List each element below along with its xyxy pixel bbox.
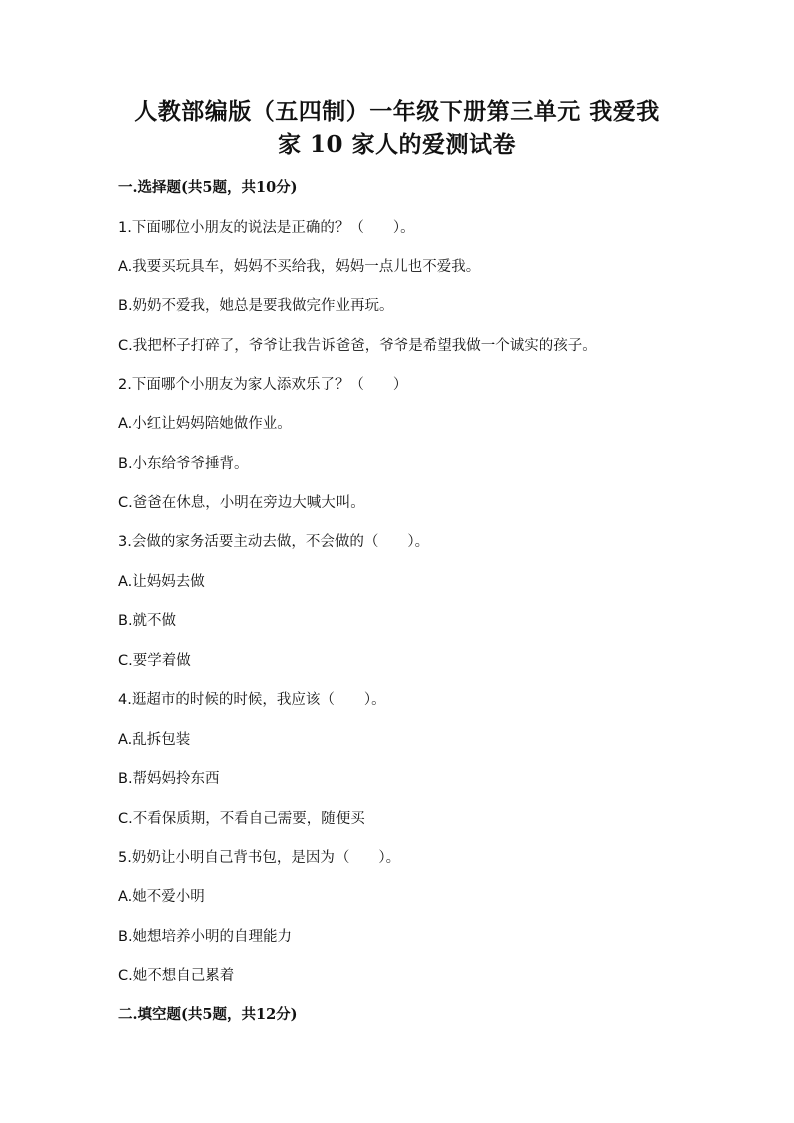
question-2-option-b: B.小东给爷爷捶背。	[118, 456, 249, 472]
question-1-option-b: B.奶奶不爱我，她总是要我做完作业再玩。	[118, 298, 394, 314]
question-1-option-c: C.我把杯子打碎了，爷爷让我告诉爸爸，爷爷是希望我做一个诚实的孩子。	[118, 338, 597, 354]
question-1-stem: 1.下面哪位小朋友的说法是正确的？（ ）。	[118, 220, 415, 236]
question-3-stem: 3.会做的家务活要主动去做，不会做的（ ）。	[118, 534, 430, 550]
section-heading-multiple-choice: 一.选择题(共5题，共10分)	[118, 179, 298, 196]
question-2-option-a: A.小红让妈妈陪她做作业。	[118, 416, 292, 432]
question-3-option-a: A.让妈妈去做	[118, 574, 205, 590]
question-2-stem: 2.下面哪个小朋友为家人添欢乐了？（ ）	[118, 377, 408, 393]
question-3-option-b: B.就不做	[118, 613, 177, 629]
question-1-option-a: A.我要买玩具车，妈妈不买给我，妈妈一点儿也不爱我。	[118, 259, 481, 275]
question-3-option-c: C.要学着做	[118, 653, 191, 669]
question-5-option-b: B.她想培养小明的自理能力	[118, 929, 293, 945]
question-4-option-c: C.不看保质期，不看自己需要，随便买	[118, 811, 365, 827]
question-2-option-c: C.爸爸在休息，小明在旁边大喊大叫。	[118, 495, 365, 511]
section-heading-fill-in-blank: 二.填空题(共5题，共12分)	[118, 1006, 298, 1023]
question-5-option-a: A.她不爱小明	[118, 889, 205, 905]
question-4-stem: 4.逛超市的时候的时候，我应该（ ）。	[118, 692, 386, 708]
document-title-line-1: 人教部编版（五四制）一年级下册第三单元 我爱我	[134, 98, 660, 125]
question-5-stem: 5.奶奶让小明自己背书包，是因为（ ）。	[118, 850, 401, 866]
question-4-option-a: A.乱拆包装	[118, 732, 191, 748]
question-4-option-b: B.帮妈妈拎东西	[118, 771, 220, 787]
question-5-option-c: C.她不想自己累着	[118, 968, 235, 984]
document-title-line-2: 家 10 家人的爱测试卷	[277, 131, 517, 158]
